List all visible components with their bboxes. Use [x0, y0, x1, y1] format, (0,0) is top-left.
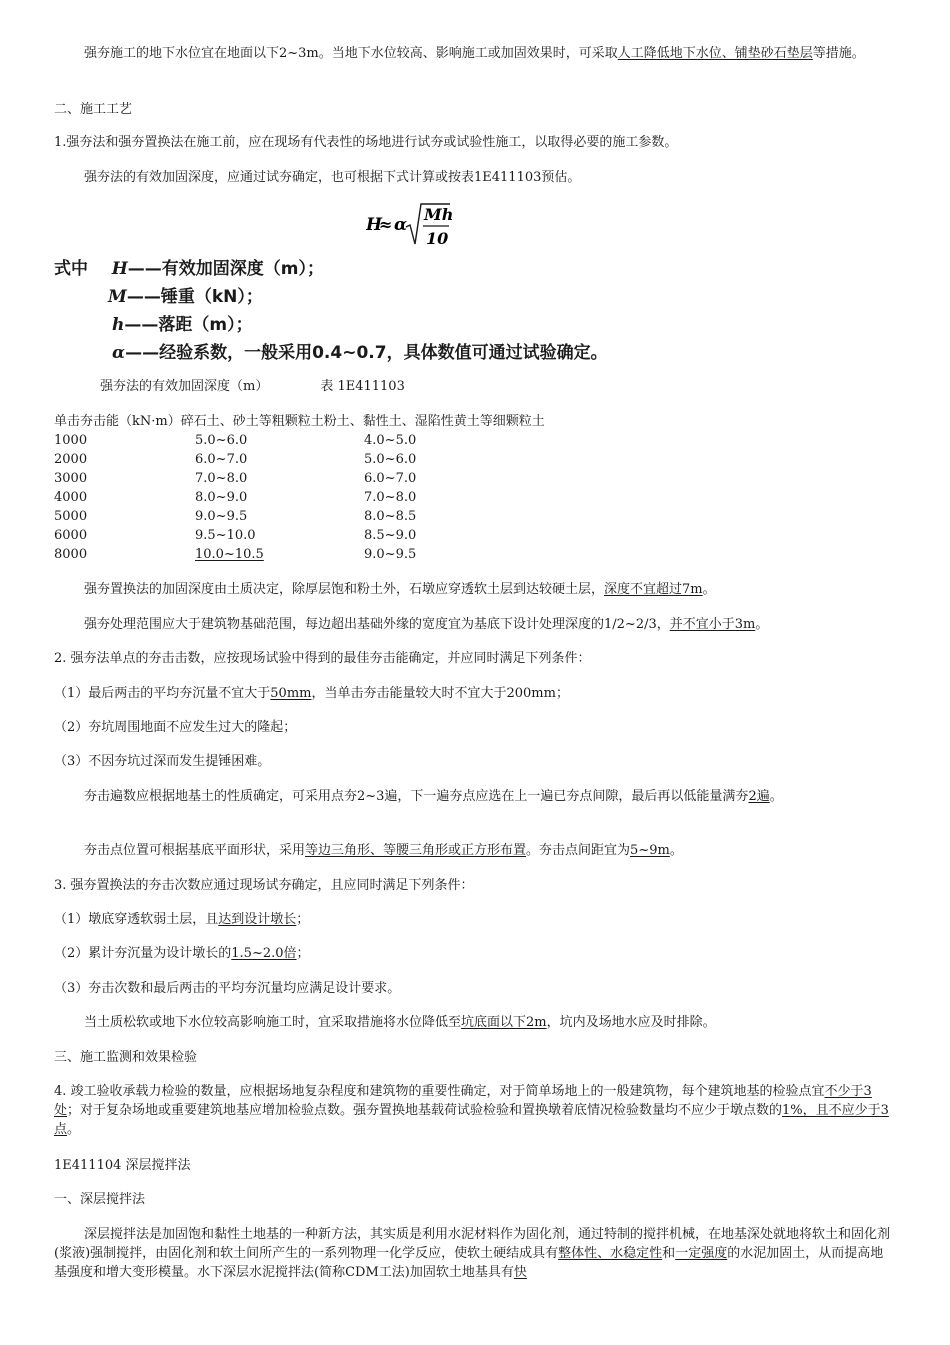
paragraph-replacement-depth: 强夯置换法的加固深度由土质决定，除厚层饱和粉土外，石墩应穿透软土层到达较硬土层，深度不宜超过7m。 — [84, 582, 716, 597]
table-header: 单击夯击能（kN·m）碎石土、砂土等粗颗粒土粉土、黏性土、湿陷性黄土等细颗粒土 — [54, 414, 545, 429]
section-heading-deep-mixing: 一、深层搅拌法 — [54, 1192, 146, 1207]
paragraph-acceptance-test: 4. 竣工验收承载力检验的数量，应根据场地复杂程度和建筑物的重要性确定，对于简单场地上的一般建筑物，每个建筑地基的检验点宜不少于3处；对于复杂场地或重要建筑地基应增加检验点数。强夯置换地基载荷试验检验和置换墩着底情况检验数量均不应少于墩点数的1%，且不应少于3点。 — [54, 1084, 889, 1137]
list-item: （1）墩底穿透软弱土层，且达到设计墩长； — [54, 912, 310, 927]
legend-row-h-drop: h——落距（m）； — [112, 315, 253, 335]
list-item: （2）累计夯沉量为设计墩长的1.5~2.0倍； — [54, 946, 310, 961]
section-heading-deep-mixing-code: 1E411104 深层搅拌法 — [54, 1158, 191, 1173]
legend-row-m-weight: M——锤重（kN）； — [108, 287, 263, 307]
legend-row-h-depth: 式中 H——有效加固深度（m）； — [54, 259, 324, 279]
paragraph-deep-mixing-intro: 深层搅拌法是加固饱和黏性土地基的一种新方法，其实质是利用水泥材料作为固化剂，通过特制的搅拌机械，在地基深处就地将软土和固化剂(浆液)强制搅拌，由固化剂和软土间所产生的一系列物理一化学反应，使软土硬结成具有整体性、水稳定性和一定强度的水泥加固土，从而提高地基强度和增大变形模量。水下深层水泥搅拌法(简称CDM工法)加固软土地基具有快 — [54, 1227, 891, 1280]
paragraph-treatment-range: 强夯处理范围应大于建筑物基础范围，每边超出基础外缘的宽度宜为基底下设计处理深度的1/2~2/3，并不宜小于3m。 — [84, 617, 769, 632]
section-heading-monitoring: 三、施工监测和效果检验 — [54, 1050, 198, 1065]
list-item: （3）不因夯坑过深而发生提锤困难。 — [54, 754, 271, 769]
paragraph-groundwater: 强夯施工的地下水位宜在地面以下2~3m。当地下水位较高、影响施工或加固效果时，可采取人工降低地下水位、铺垫砂石垫层等措施。 — [84, 46, 865, 61]
formula-lhs: H — [366, 215, 383, 235]
formula-graphic — [366, 200, 466, 252]
paragraph-replacement-count: 3. 强夯置换法的夯击次数应通过现场试夯确定，且应同时满足下列条件： — [54, 878, 474, 893]
formula-alpha: α — [394, 215, 408, 235]
formula-approx: ≈ — [379, 215, 393, 234]
paragraph-tamping-layout: 夯击点位置可根据基底平面形状，采用等边三角形、等腰三角形或正方形布置。夯击点间距宜为5~9m。 — [84, 843, 683, 858]
table-caption: 强夯法的有效加固深度（m） 表 1E411103 — [100, 379, 405, 394]
paragraph-dewatering: 当土质松软或地下水位较高影响施工时，宜采取措施将水位降低至坑底面以下2m，坑内及场地水应及时排除。 — [84, 1015, 716, 1030]
list-item: （3）夯击次数和最后两击的平均夯沉量均应满足设计要求。 — [54, 981, 401, 996]
formula-numerator: Mh — [424, 205, 454, 224]
list-item: （1）最后两击的平均夯沉量不宜大于50mm，当单击夯击能量较大时不宜大于200mm； — [54, 686, 569, 701]
formula-denominator: 10 — [426, 229, 449, 248]
depth-formula — [366, 200, 466, 252]
paragraph-tamping-passes: 夯击遍数应根据地基土的性质确定，可采用点夯2~3遍，下一遍夯点应选在上一遍已夯点间隙，最后再以低能量满夯2遍。 — [84, 789, 783, 804]
paragraph-effective-depth: 强夯法的有效加固深度，应通过试夯确定，也可根据下式计算或按表1E411103预估。 — [84, 170, 581, 185]
legend-row-alpha: α——经验系数，一般采用0.4~0.7，具体数值可通过试验确定。 — [112, 343, 608, 363]
paragraph-blow-count: 2. 强夯法单点的夯击击数，应按现场试验中得到的最佳夯击能确定，并应同时满足下列条件： — [54, 651, 591, 666]
section-heading-construction-process: 二、施工工艺 — [54, 102, 133, 117]
legend-prefix: 式中 — [54, 259, 88, 279]
formula-legend — [54, 255, 608, 367]
paragraph-trial-tamping: 1.强夯法和强夯置换法在施工前，应在现场有代表性的场地进行试夯或试验性施工，以取得必要的施工参数。 — [54, 135, 678, 150]
list-item: （2）夯坑周围地面不应发生过大的隆起； — [54, 720, 297, 735]
